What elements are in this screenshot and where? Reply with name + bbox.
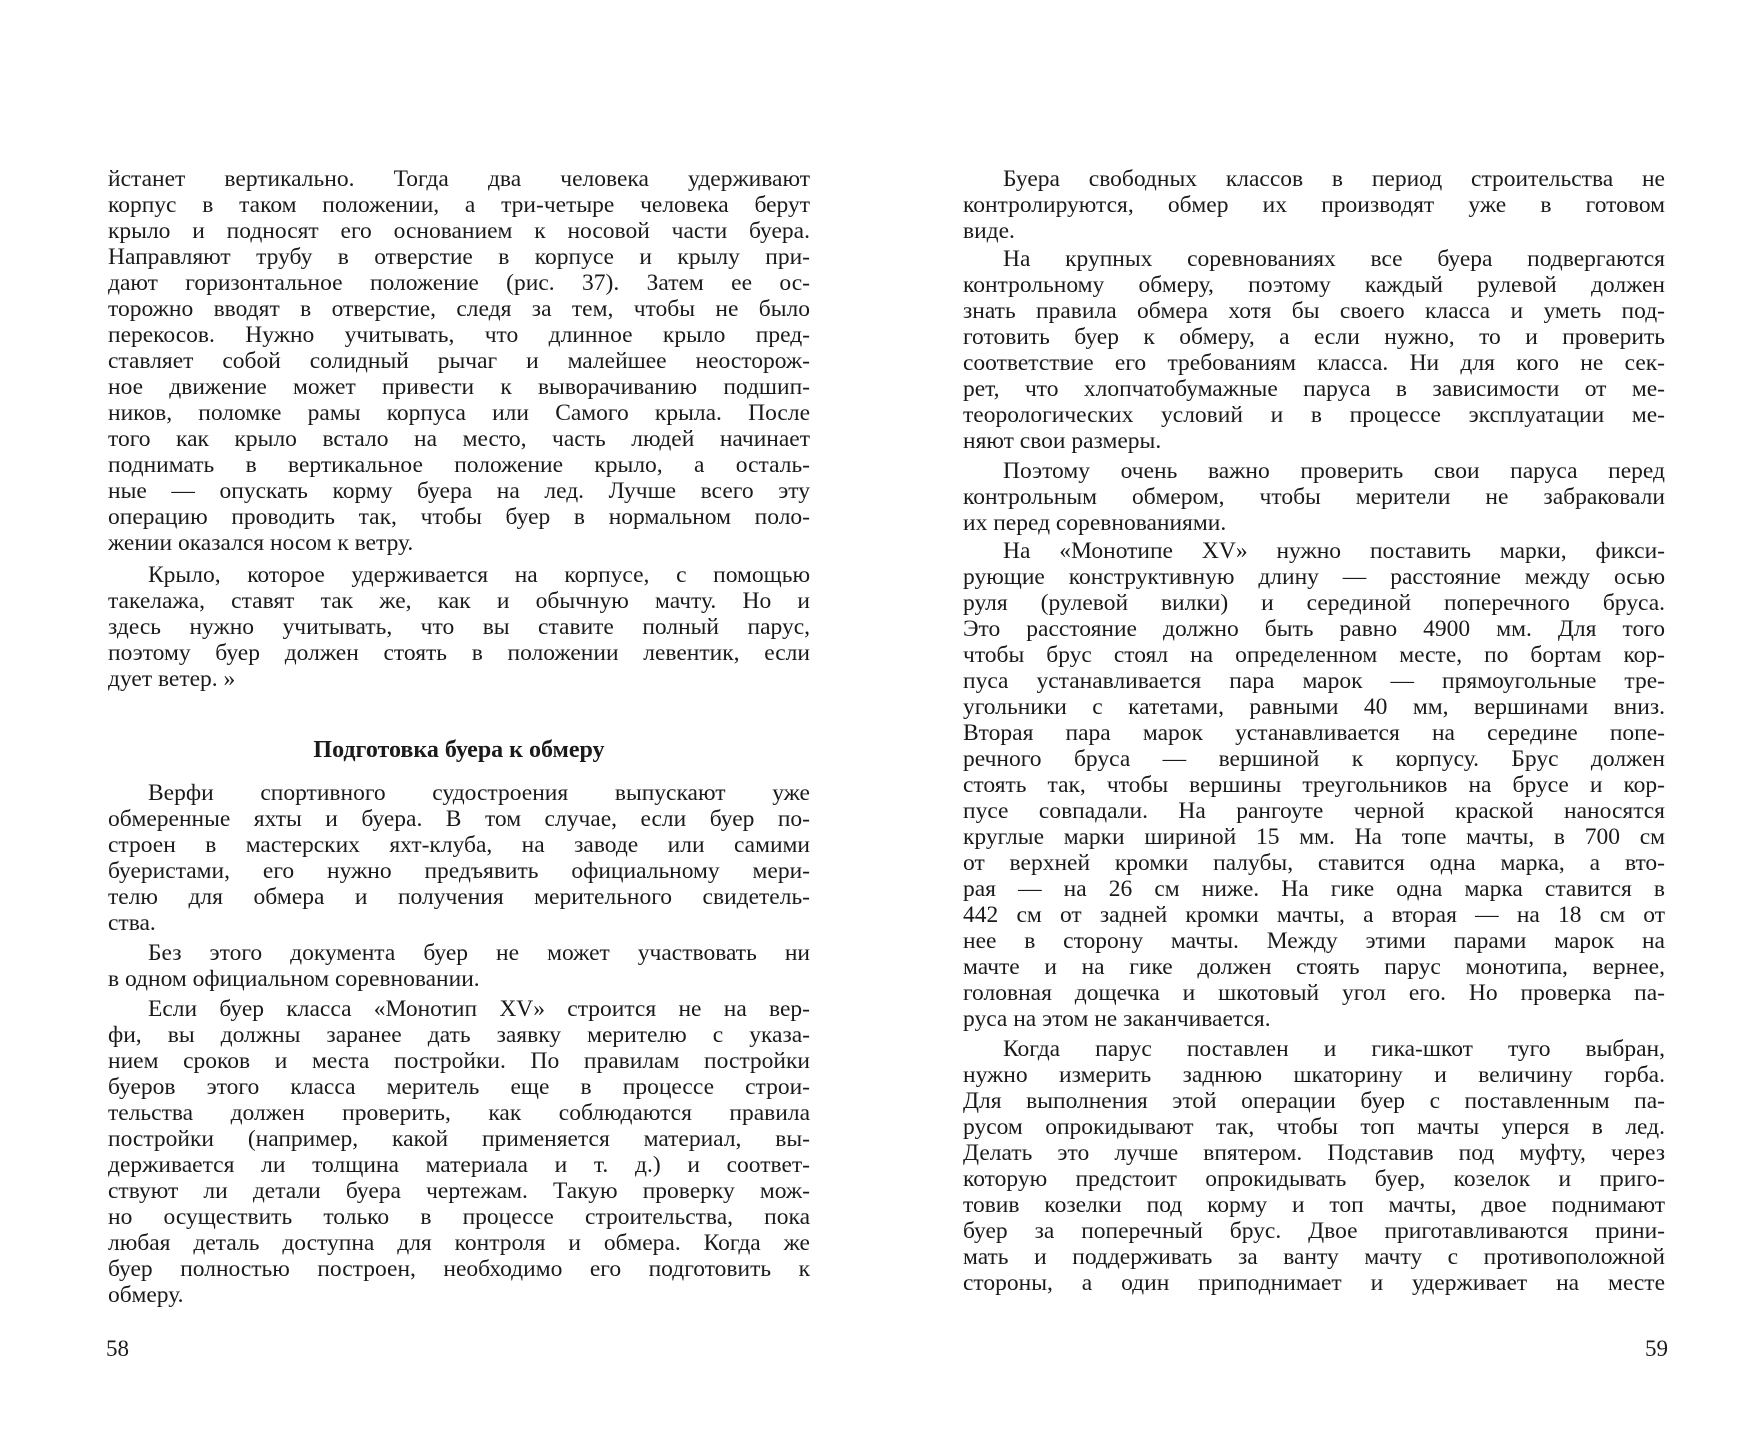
text-line: телю для обмера и получения мерительного свидетель- bbox=[108, 884, 810, 910]
text-line: в одном официальном соревновании. bbox=[108, 966, 480, 992]
text-line: Поэтому очень важно проверить свои паруса перед bbox=[1003, 458, 1665, 484]
text-line: рет, что хлопчатобумажные паруса в зависимости от ме- bbox=[963, 376, 1665, 402]
text-line: от верхней кромки палубы, ставится одна марка, а вто- bbox=[963, 850, 1665, 876]
text-line: контрольным обмером, чтобы мерители не забраковали bbox=[963, 484, 1665, 510]
text-line: Делать это лучше впятером. Подставив под муфту, через bbox=[963, 1140, 1665, 1166]
text-line: Когда парус поставлен и гика-шкот туго выбран, bbox=[1003, 1036, 1665, 1062]
text-line: угольники с катетами, равными 40 мм, вершинами вниз. bbox=[963, 694, 1665, 720]
text-line: Без этого документа буер не может участвовать ни bbox=[148, 940, 810, 966]
text-line: речного бруса — вершиной к корпусу. Брус должен bbox=[963, 746, 1665, 772]
text-line: корпус в таком положении, а три-четыре человека берут bbox=[108, 192, 810, 218]
text-line: такелажа, ставят так же, как и обычную мачту. Но и bbox=[108, 588, 810, 614]
text-line: буер полностью построен, необходимо его подготовить к bbox=[108, 1256, 810, 1282]
text-line: чтобы брус стоял на определенном месте, по бортам кор- bbox=[963, 642, 1665, 668]
text-line: держивается ли толщина материала и т. д.) и соответ- bbox=[108, 1152, 810, 1178]
text-line: мачте и на гике должен стоять парус монотипа, вернее, bbox=[963, 954, 1665, 980]
text-line: поэтому буер должен стоять в положении левентик, если bbox=[108, 640, 810, 666]
text-line: руля (рулевой вилки) и серединой поперечного бруса. bbox=[963, 590, 1665, 616]
text-line: которую предстоит опрокидывать буер, козелок и приго- bbox=[963, 1166, 1665, 1192]
text-line: йстанет вертикально. Тогда два человека удерживают bbox=[108, 166, 810, 192]
text-line: Это расстояние должно быть равно 4900 мм. Для того bbox=[963, 616, 1665, 642]
text-line: виде. bbox=[963, 218, 1015, 244]
page-number-right: 59 bbox=[1645, 1336, 1668, 1361]
text-line: обмеренные яхты и буера. В том случае, если буер по- bbox=[108, 806, 810, 832]
text-line: торожно вводят в отверстие, следя за тем, чтобы не было bbox=[108, 296, 810, 322]
text-line: пуса устанавливается пара марок — прямоугольные тре- bbox=[963, 668, 1665, 694]
text-line: ства. bbox=[108, 910, 156, 936]
text-line: перекосов. Нужно учитывать, что длинное крыло пред- bbox=[108, 322, 810, 348]
text-line: ствуют ли детали буера чертежам. Такую проверку мож- bbox=[108, 1178, 810, 1204]
text-line: соответствие его требованиям класса. Ни для кого не сек- bbox=[963, 350, 1665, 376]
text-line: здесь нужно учитывать, что вы ставите полный парус, bbox=[108, 614, 810, 640]
text-line: того как крыло встало на место, часть людей начинает bbox=[108, 426, 810, 452]
text-line: знать правила обмера хотя бы своего класса и уметь под- bbox=[963, 298, 1665, 324]
text-line: контрольному обмеру, поэтому каждый рулевой должен bbox=[963, 272, 1665, 298]
text-line: ставляет собой солидный рычаг и малейшее неосторож- bbox=[108, 348, 810, 374]
text-line: жении оказался носом к ветру. bbox=[108, 530, 414, 556]
left-page bbox=[0, 0, 877, 1455]
text-line: нужно измерить заднюю шкаторину и величину горба. bbox=[963, 1062, 1665, 1088]
right-page bbox=[877, 0, 1755, 1455]
text-line: обмеру. bbox=[108, 1282, 184, 1308]
text-line: но осуществить только в процессе строительства, пока bbox=[108, 1204, 810, 1230]
text-line: Вторая пара марок устанавливается на середине попе- bbox=[963, 720, 1665, 746]
text-line: ное движение может привести к выворачиванию подшип- bbox=[108, 374, 810, 400]
text-line: рая — на 26 см ниже. На гике одна марка ставится в bbox=[963, 876, 1665, 902]
text-line: их перед соревнованиями. bbox=[963, 510, 1227, 536]
text-line: буеров этого класса меритель еще в процессе строи- bbox=[108, 1074, 810, 1100]
text-line: фи, вы должны заранее дать заявку мерителю с указа- bbox=[108, 1022, 810, 1048]
text-line: строен в мастерских яхт-клуба, на заводе или самими bbox=[108, 832, 810, 858]
text-line: крыло и подносят его основанием к носовой части буера. bbox=[108, 218, 810, 244]
text-line: Крыло, которое удерживается на корпусе, с помощью bbox=[148, 562, 810, 588]
text-line: мать и поддерживать за ванту мачту с противоположной bbox=[963, 1244, 1665, 1270]
text-line: руса на этом не заканчивается. bbox=[963, 1006, 1271, 1032]
text-line: операцию проводить так, чтобы буер в нормальном поло- bbox=[108, 504, 810, 530]
text-line: На крупных соревнованиях все буера подвергаются bbox=[1003, 246, 1665, 272]
text-line: любая деталь доступна для контроля и обмера. Когда же bbox=[108, 1230, 810, 1256]
text-line: нее в сторону мачты. Между этими парами марок на bbox=[963, 928, 1665, 954]
text-line: поднимать в вертикальное положение крыло, а осталь- bbox=[108, 452, 810, 478]
text-line: ников, поломке рамы корпуса или Самого крыла. После bbox=[108, 400, 810, 426]
text-line: Буера свободных классов в период строительства не bbox=[1003, 166, 1665, 192]
text-line: тельства должен проверить, как соблюдаются правила bbox=[108, 1100, 810, 1126]
text-line: Если буер класса «Монотип XV» строится не на вер- bbox=[148, 996, 810, 1022]
text-line: Направляют трубу в отверстие в корпусе и крылу при- bbox=[108, 244, 810, 270]
text-line: дует ветер. » bbox=[108, 666, 236, 692]
text-line: стороны, а один приподнимает и удерживает на месте bbox=[963, 1270, 1665, 1296]
text-line: 442 см от задней кромки мачты, а вторая — на 18 см от bbox=[963, 902, 1665, 928]
text-line: На «Монотипе XV» нужно поставить марки, фикси- bbox=[1003, 538, 1665, 564]
text-line: теорологических условий и в процессе эксплуатации ме- bbox=[963, 402, 1665, 428]
text-line: няют свои размеры. bbox=[963, 428, 1162, 454]
text-line: ные — опускать корму буера на лед. Лучше всего эту bbox=[108, 478, 810, 504]
text-line: рующие конструктивную длину — расстояние между осью bbox=[963, 564, 1665, 590]
text-line: дают горизонтальное положение (рис. 37). Затем ее ос- bbox=[108, 270, 810, 296]
text-line: контролируются, обмер их производят уже в готовом bbox=[963, 192, 1665, 218]
text-line: товив козелки под корму и топ мачты, двое поднимают bbox=[963, 1192, 1665, 1218]
text-line: буер за поперечный брус. Двое приготавливаются прини- bbox=[963, 1218, 1665, 1244]
text-line: стоять так, чтобы вершины треугольников на брусе и кор- bbox=[963, 772, 1665, 798]
text-line: пусе совпадали. На рангоуте черной краской наносятся bbox=[963, 798, 1665, 824]
text-line: буеристами, его нужно предъявить официальному мери- bbox=[108, 858, 810, 884]
section-heading: Подготовка буера к обмеру bbox=[313, 737, 605, 763]
text-line: нием сроков и места постройки. По правилам постройки bbox=[108, 1048, 810, 1074]
text-line: Верфи спортивного судостроения выпускают уже bbox=[148, 780, 810, 806]
text-line: Для выполнения этой операции буер с поставленным па- bbox=[963, 1088, 1665, 1114]
text-line: круглые марки шириной 15 мм. На топе мачты, в 700 см bbox=[963, 824, 1665, 850]
text-line: готовить буер к обмеру, а если нужно, то и проверить bbox=[963, 324, 1665, 350]
text-line: русом опрокидывают так, чтобы топ мачты уперся в лед. bbox=[963, 1114, 1665, 1140]
text-line: головная дощечка и шкотовый угол его. Но проверка па- bbox=[963, 980, 1665, 1006]
page-number-left: 58 bbox=[106, 1336, 129, 1361]
text-line: постройки (например, какой применяется материал, вы- bbox=[108, 1126, 810, 1152]
